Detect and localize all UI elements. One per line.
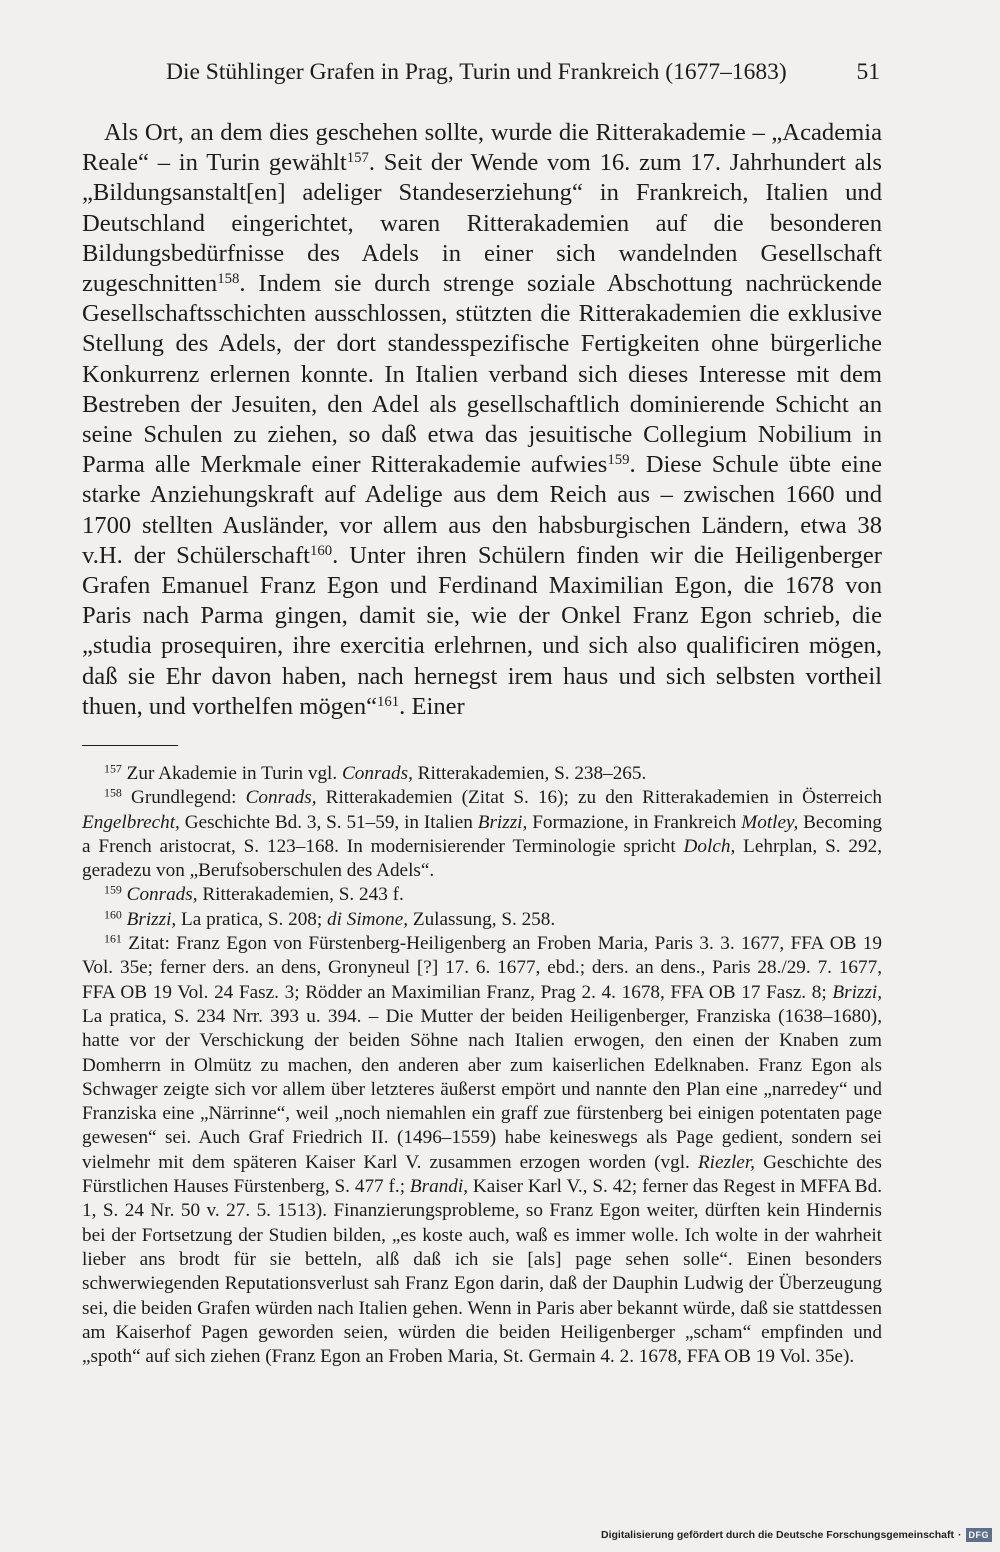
footnote-159: $^{159}$ Conrads, Ritterakademien, S. 243 f. (104, 882, 404, 906)
footnote-157: $^{157}$ Zur Akademie in Turin vgl. Conrads, Ritterakademien, S. 238–265. (104, 761, 647, 784)
main-text (82, 118, 882, 722)
digitization-credit (601, 1526, 992, 1544)
footnote-divider (82, 745, 178, 746)
footnote-ref-157: 157 (346, 150, 369, 167)
credit-text: Digitalisierung gefördert durch die Deutsche Forschungsgemeinschaft (601, 1529, 954, 1541)
dfg-logo: DFG (966, 1528, 993, 1542)
running-header (166, 58, 880, 86)
footnotes (82, 762, 882, 1369)
page-number: 51 (856, 59, 880, 85)
body-paragraph: Als Ort, an dem dies geschehen sollte, wurde die Ritterakademie – „Academia Reale“ – in Turin gewählt$^{157}$. Seit der Wende vom 16. zum 17. Jahrhundert als „Bildungsanstalt[en] adeliger Standeserziehung“ in Frankreich, Italien und Deutschland eingerichtet, waren Ritterakademien auf die besonderen Bildungsbedürfnisse des Adels in einer sich wandelnden Gesellschaft zugeschnitten$^{158}$. Indem sie durch strenge soziale Abschottung nachrückende Gesellschaftsschichten ausschlossen, stützten die Ritterakademien die exklusive Stellung des Adels, der dort standesspezifische Fertigkeiten ohne bürgerliche Konkurrenz erlernen konnte. In Italien verband sich dieses Interesse mit dem Bestreben der Jesuiten, den Adel als gesellschaftlich dominierende Schicht an seine Schulen zu ziehen, so daß etwa das jesuitische Collegium Nobilium in Parma alle Merkmale einer Ritterakademie aufwies$^{159}$. Diese Schule übte eine starke Anziehungskraft auf Adelige aus dem Reich aus – zwischen 1660 und 1700 stellten Ausländer, vor allem aus den habsburgischen Ländern, etwa 38 v.H. der Schülerschaft$^{160}$. Unter ihren Schülern finden wir die Heiligenberger Grafen Emanuel Franz Egon und Ferdinand Maximilian Egon, die 1678 von Paris nach Parma gingen, damit sie, wie der Onkel Franz Egon schrieb, die „studia prosequiren, ihre exercitia erlehrnen, und sich also qualificiren mögen, daß sie Ehr davon haben, nach hernegst irem haus und sich selbsten vortheil thuen, und vorthelfen mögen“$^{161}$. Einer (82, 119, 883, 720)
footnote-158: $^{158}$ Grundlegend: Conrads, Ritterakademien (Zitat S. 16); zu den Ritterakademien in Österreich Engelbrecht, Geschichte Bd. 3, S. 51–59, in Italien Brizzi, Formazione, in Frankreich Motley, Becoming a French aristocrat, S. 123–168. In modernisierender Terminologie spricht Dolch, Lehrplan, S. 292, geradezu von „Berufsoberschulen des Adels“. (82, 785, 882, 882)
footnote-ref-159: 159 (607, 452, 630, 469)
running-title: Die Stühlinger Grafen in Prag, Turin und Frankreich (1677–1683) (166, 59, 787, 85)
footnote-160: $^{160}$ Brizzi, La pratica, S. 208; di Simone, Zulassung, S. 258. (104, 907, 556, 930)
footnote-161: $^{161}$ Zitat: Franz Egon von Fürstenberg-Heiligenberg an Froben Maria, Paris 3. 3. 1677, FFA OB 19 Vol. 35e; ferner ders. an dens, Gronyneul [?] 17. 6. 1677, ebd.; ders. an dens., Paris 28./29. 7. 1677, FFA OB 19 Vol. 24 Fasz. 3; Rödder an Maximilian Franz, Prag 2. 4. 1678, FFA OB 17 Fasz. 8; Brizzi, La pratica, S. 234 Nrr. 393 u. 394. – Die Mutter der beiden Heiligenberger, Franziska (1638–1680), hatte vor der Verschickung der beiden Söhne nach Italien erwogen, den einen der Knaben zum Domherrn in Olmütz zu machen, den anderen aber zum kaiserlichen Edelknaben. Franz Egon als Schwager zeigte sich vor allem über letzteres äußerst empört und nannte den Plan eine „narredey“ und Franziska eine „Närrinne“, weil „noch niemahlen ein graff zue fürstenberg bei einigen potentaten page gewesen“ sei. Auch Graf Friedrich II. (1496–1559) habe keineswegs als Page gedient, sondern sei vielmehr mit dem späteren Kaiser Karl V. zusammen erzogen worden (vgl. Riezler, Geschichte des Fürstlichen Hauses Fürstenberg, S. 477 f.; Brandi, Kaiser Karl V., S. 42; ferner das Regest in MFFA Bd. 1, S. 24 Nr. 50 v. 27. 5. 1513). Finanzierungsprobleme, so Franz Egon weiter, dürften kein Hindernis bei der Fortsetzung der Studien bilden, „es koste auch, waß es immer wolle. Ich wolte in der wahrheit lieber ans brodt für sie betteln, alß daß ich sie [als] page sehen solle“. Einen besonders schwerwiegenden Reputationsverlust sah Franz Egon darin, daß der Dauphin Ludwig der Überzeugung sei, die beiden Grafen würden nach Italien gehen. Wenn in Paris aber bekannt würde, daß sie stattdessen am Kaiserhof Pagen geworden seien, würden die beiden Heiligenberger „scham“ empfinden und „spoth“ auf sich ziehen (Franz Egon an Froben Maria, St. Germain 4. 2. 1678, FFA OB 19 Vol. 35e). (82, 931, 882, 1368)
credit-separator: · (958, 1529, 962, 1541)
footnote-ref-160: 160 (310, 542, 333, 559)
footnote-ref-161: 161 (377, 693, 400, 710)
footnote-ref-158: 158 (217, 270, 240, 287)
